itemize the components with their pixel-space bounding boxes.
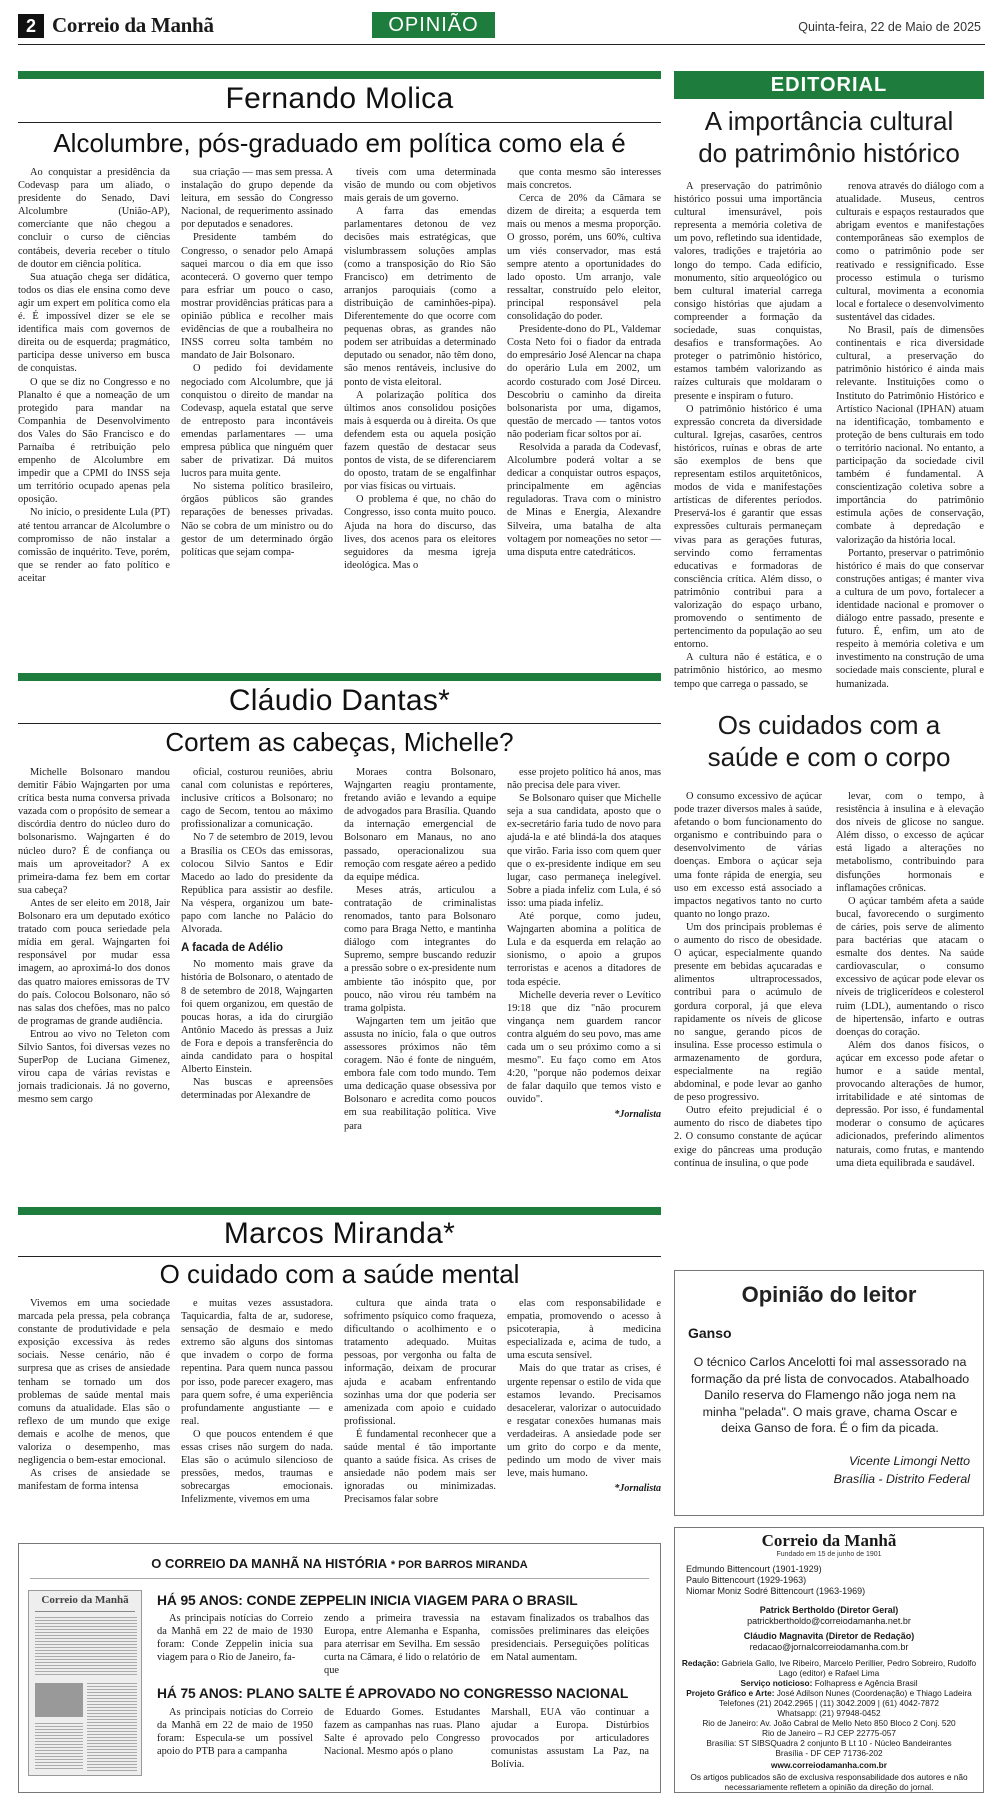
dantas-headline: Cortem as cabeças, Michelle? (165, 727, 514, 757)
expediente-lines: Redação: Gabriela Gallo, Ive Ribeiro, Marcelo Perillier, Pedro Sobreiro, Rudolfo Lago (editor) e Rafael Lima Serviço noticioso: Folhapress e Agência Brasil Projeto Gráfico e Arte: José Adilson Nunes (Coordenação) e Thiago Ladeira Telefones (21) 2042.2965 | (11) 3042.2009 | (61) 4042-7872 Whatsapp: (21) 97948-0452 Rio de Janeiro: Av. João Cabral de Mello Neto 850 Bloco 2 Conj. 520 Rio de Janeiro – RJ CEP 22775-057 Brasília: ST SIBSQuadra 2 conjunto B Lt 10 - Núcleo Bandeirantes Brasília - DF CEP 71736-202 www.correiodamanha.com.br Os artigos publicados são de exclusiva responsabilidade dos autores e não necessariamente refletem a opinião da direção do jornal. (681, 1658, 977, 1792)
miranda-col-4: elas com responsabilidade e empatia, promovendo o acesso à psicoterapia, à medicina especializada e, acima de tudo, a uma escuta sensível. Mais do que tratar as crises, é urgente repensar o estilo de vida que estamos levando. Precisamos desacelerar, valorizar o autocuidado e resgatar conexões humanas mais verdadeiras. A ansiedade pode ser um grito do corpo e da mente, pedindo um modo de viver mais leve, mais humano. *Jornalista (507, 1298, 661, 1495)
miranda-col-2: e muitas vezes assustadora. Taquicardia, falta de ar, sudorese, sensação de desmaio e medo extremo são alguns dos sintomas que invadem o corpo de forma repentina. Para quem nunca passou por isso, pode parecer exagero, mas para quem sofre, é uma experiência profundamente angustiante — e real. O que poucos entendem é que essas crises não surgem do nada. Elas são o acúmulo silencioso de pressões, medos, traumas e sobrecargas emocionais. Infelizmente, vivemos em uma (181, 1298, 333, 1506)
dantas-col-1: Michelle Bolsonaro mandou demitir Fábio Wajngarten por uma crítica besta numa conversa privada vazada com o propósito de semear a discórdia dentro do núcleo duro do bolsonarismo. Wajngarten é do núcleo duro? É de confiança ou mais um aproveitador? A ex primeira-dama fez bem em cortar sua cabeça? Antes de ser eleito em 2018, Jair Bolsonaro era um deputado exótico tratado com pouca seriedade pela mídia em geral. Wajngarten foi responsável por mudar essa imagem, ao aproximá-lo dos donos das quatro maiores emissoras de TV do país. Colocou Bolsonaro, não só nas salas dos chefões, mas no palco de programas de grande audiência. Entrou ao vivo no Teleton com Sílvio Santos, foi diversas vezes no SuperPop de Luciana Gimenez, virou capa de várias revistas e jornais tradicionais. Já no governo, mesmo sem cargo (18, 767, 170, 1106)
miranda-author: Marcos Miranda* (223, 1217, 456, 1250)
molica-author: Fernando Molica (225, 82, 454, 115)
historia-rule (30, 1578, 649, 1579)
miranda-signature: *Jornalista (614, 1483, 661, 1495)
cuidados-headline-line1: Os cuidados com a (717, 710, 941, 740)
historia-item2-col-1: As principais notícias do Correio da Manhã em 22 de maio de 1950 foram: Especula-se um possível apoio do PTB para a campanha (157, 1707, 313, 1758)
editorial-headline-line1: A importância cultural (704, 106, 954, 136)
cuidados-col-1: O consumo excessivo de açúcar pode trazer diversos males à saúde, afetando o bom funcionamento do organismo e contribuindo para o desenvolvimento de várias doenças. Embora o açúcar seja uma fonte rápida de energia, seu uso em excesso está associado a impactos negativos tanto no curto quanto no longo prazo. Um dos principais problemas é o aumento do risco de obesidade. O açúcar, especialmente quando presente em bebidas açucaradas e alimentos ultraprocessados, contribui para o acúmulo de gordura corporal, já que eleva rapidamente os níveis de glicose no sangue, gerando picos de insulina. Esse processo estimula o armazenamento de gordura, especialmente na região abdominal, e pode levar ao ganho de peso progressivo. Outro efeito prejudicial é o aumento do risco de diabetes tipo 2. O consumo constante de açúcar exige do pâncreas uma produção contínua de insulina, o que pode (674, 791, 822, 1169)
dantas-col-4: esse projeto político há anos, mas não precisa dele para viver. Se Bolsonaro quiser que Michelle seja a sua candidata, aposto que o ex-secretário faria tudo de novo para ajudá-la e até blindá-la dos ataques que virão. Faria isso com quem quer que o ex-presidente indique em seu lugar, caso permaneça inelegível. Sobre a piada infeliz com Lula, é só isso: uma piada infeliz. Até porque, como judeu, Wajngarten abomina a política de Lula e da esquerda em relação ao sionismo, o apoio a grupos terroristas e acenos a ditadores de toda espécie. Michelle deveria rever o Levítico 19:18 que diz "não procurem vingança nem guardem rancor contra alguém do seu povo, mas ame cada um o seu próximo como a si mesmo". Eu faço como em Atos 4:20, "porque não podemos deixar de falar daquilo que temos visto e ouvido". *Jornalista (507, 767, 661, 1121)
miranda-rule (18, 1256, 661, 1257)
dantas-col-3: Moraes contra Bolsonaro, Wajngarten reagiu prontamente, fretando avião e levando a equipe de advogados para Brasília. Quando da internação emergencial de Bolsonaro em Manaus, no ano passado, operacionalizou sua remoção com resgate aéreo a pedido da equipe médica. Meses atrás, articulou a contratação de criminalistas renomados, tanto para Bolsonaro como para Braga Netto, e mantinha diálogo com integrantes do Supremo, sempre buscando reduzir a pressão sobre o ex-presidente num ambiente tão inóspito que, por pouco, não virou réu também na trama golpista. Wajngarten tem um jeitão que assusta no início, fala o que outros assessores próximos não têm coragem. Não é fonte de ninguém, embora fale com todo mundo. Tem uma dedicação quase obsessiva por Bolsonaro e acredita como poucos em sua reabilitação política. Vive para (344, 767, 496, 1132)
molica-rule (18, 122, 661, 123)
header-rule (18, 44, 985, 45)
historia-item2-title: HÁ 75 ANOS: PLANO SALTE É APROVADO NO CONGRESSO NACIONAL (157, 1686, 629, 1701)
paper-name: Correio da Manhã (52, 13, 214, 37)
expediente-name: Correio da Manhã (761, 1531, 897, 1550)
editorial-label: EDITORIAL (674, 71, 984, 99)
editorial-col-1: A preservação do patrimônio histórico possui uma importância cultural imensurável, pois representa a memória coletiva de um povo, refletindo sua identidade, valores, tradições e trajetória ao longo do tempo. Cada edifício, monumento, sítio arqueológico ou bem cultural imaterial carrega consigo histórias que ajudam a compreender a formação da sociedade, suas conquistas, desafios e transformações. Ao proteger o patrimônio histórico, estamos também valorizando as raízes culturais que moldaram o presente e inspiram o futuro. O patrimônio histórico é uma expressão concreta da diversidade cultural. Igrejas, casarões, centros históricos, ruínas e obras de arte são exemplos de bens que representam estilos arquitetônicos, modos de vida e manifestações artísticas de diferentes períodos. Preservá-los é garantir que essas expressões culturais permaneçam vivas para as gerações futuras, servindo como ferramentas educativas e formadoras de consciência crítica. Além disso, o patrimônio contribui para a valorização do espaço urbano, promovendo o sentimento de pertencimento da população ao seu entorno. A cultura não é estática, e o patrimônio histórico, ao mesmo tempo que carrega o passado, se (674, 181, 822, 690)
miranda-col-1: Vivemos em uma sociedade marcada pela pressa, pela cobrança constante de produtividade e pela exposição excessiva às redes sociais. Nesse cenário, não é surpresa que as crises de ansiedade tenham se tornado um dos problemas de saúde mental mais comuns da atualidade. Elas são o reflexo de um mundo que exige demais e acolhe de menos, que valoriza o desempenho, mas negligencia o bem-estar emocional. As crises de ansiedade se manifestam de forma intensa (18, 1298, 170, 1493)
dantas-rule (18, 723, 661, 724)
historia-thumbnail: Correio da Manhã (28, 1590, 142, 1776)
molica-col-4: que conta mesmo são interesses mais concretos. Cerca de 20% da Câmara se dizem de direita; a esquerda tem mais ou menos a mesma proporção. O grosso, porém, uns 60%, cultiva um viés conservador, mas está sempre atento a oportunidades do lado oposto. Um arranjo, vale ressaltar, construído pelo eleitor, principal responsável pela consolidação do poder. Presidente-dono do PL, Valdemar Costa Neto foi o fiador da entrada do empresário José Alencar na chapa do operário Lula em 2002, um acordo costurado com José Dirceu. Descobriu o caminho da direita bolsonarista por uma, digamos, questão de mercado — tantos votos não poderiam ficar soltos por aí. Resolvida a parada da Codevasf, Alcolumbre poderá voltar a se dedicar a conquistar outros espaços, principalmente em agências reguladoras. Trava com o ministro de Minas e Energia, Alexandre Silveira, uma batalha de alta voltagem por nomeações no setor — uma disputa entre catedráticos. (507, 167, 661, 558)
expediente-director: Patrick Bertholdo (Diretor Geral) patrickbertholdo@correiodamanha.net.br Cláudio Magnavita (Diretor de Redação) redacao@jornalcorreiodamanha.com.br (743, 1605, 915, 1652)
historia-item2-col-3: Marshall, EUA vão continuar a ajudar a Europa. Distúrbios provocados por articuladores comunistas assustam La Paz, na Bolívia. (491, 1707, 649, 1771)
miranda-headline: O cuidado com a saúde mental (159, 1259, 520, 1289)
dantas-author: Cláudio Dantas* (228, 684, 451, 717)
leitor-letter-title: Ganso (688, 1325, 732, 1341)
molica-col-2: sua criação — mas sem pressa. A instalação do grupo depende da leitura, em sessão do Congresso Nacional, de requerimento assinado por deputados e senadores. Presidente também do Congresso, o senador pelo Amapá saquei marcou o dia em que isso acontecerá. O governo quer tempo para esfriar um pouco o caso, mostrar providências práticas para a opinião pública e recolher mais evidências de que a roubalheira no INSS correu solta também no mandato de Jair Bolsonaro. O pedido foi devidamente negociado com Alcolumbre, que já conquistou o direito de mandar na Codevasp, aquela estatal que serve de entreposto para incontáveis emendas parlamentares — uma empresa pública que ninguém quer saber de privatizar. Dá muitos lucros para muita gente. No sistema político brasileiro, órgãos públicos são grandes reparações de benesses privadas. Não se cobra de um ministro ou do gestor de um determinado órgão políticas que sejam compa- (181, 167, 333, 558)
leitor-letter-city: Brasília - Distrito Federal (833, 1472, 970, 1486)
historia-title: O CORREIO DA MANHÃ NA HISTÓRIA (151, 1556, 388, 1571)
molica-top-rule (18, 71, 661, 79)
historia-item2-col-2: de Eduardo Gomes. Estudantes fazem as campanhas nas ruas. Plano Salte é aprovado pelo Congresso Nacional. Mesmo após o plano (324, 1707, 480, 1758)
historia-title-row (18, 1556, 661, 1571)
section-label: OPINIÃO (372, 12, 495, 38)
expediente-site[interactable]: www.correiodamanha.com.br (771, 1760, 887, 1770)
historia-item1-col-3: estavam finalizados os trabalhos das comissões preliminares das eleições presidenciais. Perseguições políticas em Natal aumentam. (491, 1613, 649, 1664)
miranda-col-3: cultura que ainda trata o sofrimento psíquico como fraqueza, dificultando o acolhimento e o tratamento adequado. Muitas pessoas, por vergonha ou falta de informação, deixam de procurar ajuda e acabam enfrentando sozinhas uma dor que poderia ser amenizada com apoio e cuidado profissional. É fundamental reconhecer que a saúde mental é tão importante quanto a saúde física. As crises de ansiedade não podem mais ser ignoradas ou minimizadas. Precisamos falar sobre (344, 1298, 496, 1506)
historia-item1-title: HÁ 95 ANOS: CONDE ZEPPELIN INICIA VIAGEM PARA O BRASIL (157, 1593, 578, 1608)
historia-item1-col-2: zendo a primeira travessia na Europa, entre Alemanha e Espanha, para aterrisar em Sevilha. Em sessão curta na Câmara, é lido o relatório de que (324, 1613, 480, 1677)
molica-headline: Alcolumbre, pós-graduado em política como ela é (53, 128, 626, 158)
page-header (0, 0, 1003, 50)
historia-item1-col-1: As principais notícias do Correio da Manhã em 22 de maio de 1930 foram: Conde Zeppelin inicia sua viagem para o Rio de Janeiro, fa- (157, 1613, 313, 1664)
dantas-subhead: A facada de Adélio (181, 942, 284, 955)
cuidados-headline-line2: saúde e com o corpo (707, 742, 951, 772)
miranda-top-rule (18, 1207, 661, 1215)
dantas-signature: *Jornalista (614, 1109, 661, 1121)
expediente-founders: Edmundo Bittencourt (1901-1929) Paulo Bittencourt (1929-1963) Niomar Moniz Sodré Bittencourt (1963-1969) (686, 1564, 866, 1596)
cuidados-col-2: levar, com o tempo, à resistência à insulina e à elevação dos níveis de glicose no sangue. Além disso, o excesso de açúcar está ligado a alterações no metabolismo, contribuindo para disfunções hormonais e inflamações crônicas. O açúcar também afeta a saúde bucal, favorecendo o surgimento de cáries, pois serve de alimento para bactérias que atacam o esmalte dos dentes. Na saúde cardiovascular, o consumo excessivo de açúcar pode elevar os níveis de triglicerídeos e colesterol ruim (LDL), aumentando o risco de hipertensão, infarto e outras doenças do coração. Além dos danos físicos, o açúcar em excesso pode afetar o humor e a saúde mental, provocando alterações de humor, irritabilidade e até sintomas de depressão. Por isso, é fundamental moderar o consumo de açúcares adicionados, preferindo alimentos naturais, como frutas, e mantendo uma dieta equilibrada e saudável. (836, 791, 984, 1169)
leitor-letter-author: Vicente Limongi Netto (849, 1454, 970, 1468)
dantas-top-rule (18, 673, 661, 681)
molica-col-3: tíveis com uma determinada visão de mundo ou com objetivos mais gerais de um governo. A farra das emendas parlamentares detonou de vez decisões mais estratégicas, que vislumbrassem soluções amplas (como a transposição do Rio São Francisco) em detrimento de arranjos paroquiais (como a distribuição de caminhões-pipa). Diferentemente do que ocorre com pequenas obras, as grandes não podem ser atribuídas a determinado deputado ou senador, não têm dono, são menos rentáveis, inclusive do ponto de vista eleitoral. A polarização política dos últimos anos consolidou posições mais à esquerda ou à direita. Os que defendem esta ou aquela posição fazem questão de destacar seus pontos de vista, de se diferenciarem do oposto, tratam de se engalfinhar por vias físicas ou virtuais. O problema é que, no chão do Congresso, isso conta muito pouco. Ajuda na hora do discurso, das lives, dos acenos para os eleitores seguidores da mesma igreja ideológica. Mas o (344, 167, 496, 571)
dantas-col-2: oficial, costurou reuniões, abriu canal com colunistas e repórteres, inclusive críticos a Bolsonaro; no cago de Secom, tentou ao máximo profissionalizar a comunicação. No 7 de setembro de 2019, levou a Brasília os CEOs das emissoras, colocou Silvio Santos e Edir Macedo ao lado do presidente da República para assistir ao desfile. Na véspera, organizou um bate-papo com lanche no Palácio do Alvorada. A facada de Adélio No momento mais grave da história de Bolsonaro, o atentado de 8 de setembro de 2018, Wajngarten foi quem organizou, em questão de poucas horas, a ida do cirurgião Antônio Macedo às pressas a Juiz de Fora e depois a transferência do ainda candidato para o hospital Alberto Einstein. Nas buscas e apreensões determinadas por Alexandre de (181, 767, 333, 1102)
molica-col-1: Ao conquistar a presidência da Codevasp para um aliado, o presidente do Senado, Davi Alcolumbre (União-AP), comerciante que não chegou a concluir o curso de ciências contábeis, deveria receber o título de doutor em ciência política. Sua atuação chega ser didática, todos os dias ele ensina como deve agir um expert em política como ela é. É impossível dizer se ele se identifica mais com governos de direita ou de esquerda; pragmático, participa desse universo em busca de conquistas. O que se diz no Congresso e no Planalto é que a nomeação de um protegido para mandar na Companhia de Desenvolvimento dos Vales do São Francisco e do Parnaíba é retribuição pelo empenho de Alcolumbre em impedir que a CPMI do INSS seja um território ocupado apenas pela oposição. No início, o presidente Lula (PT) até tentou arrancar de Alcolumbre o compromisso de não instalar a comissão de inquérito. Teve, porém, que se render ao fato político e aceitar (18, 167, 170, 584)
leitor-title: Opinião do leitor (741, 1282, 917, 1307)
editorial-headline-line2: do patrimônio histórico (698, 138, 960, 168)
editorial-col-2: renova através do diálogo com a atualidade. Museus, centros culturais e espaços restaurados que abrigam eventos e manifestações contemporâneas são exemplos de como o patrimônio pode ser reativado e ressignificado. Esse processo estimula o turismo cultural, movimenta a economia local e fortalece o desenvolvimento sustentável das cidades. No Brasil, país de dimensões continentais e rica diversidade cultural, a preservação do patrimônio histórico é ainda mais relevante. Instituições como o Instituto do Patrimônio Histórico e Artístico Nacional (IPHAN) atuam na identificação, tombamento e proteção de bens culturais em todo o território nacional. No entanto, a participação da sociedade civil também é fundamental. A conscientização coletiva sobre a importância do patrimônio estimula ações de conservação, combate à depredação e valorização da história local. Portanto, preservar o patrimônio histórico é mais do que conservar construções antigas; é manter viva a cultura de um povo, fortalecer a identidade nacional e promover o diálogo entre passado, presente e futuro. É, enfim, um ato de respeito à memória coletiva e um investimento na construção de uma sociedade mais consciente, plural e humanizada. (836, 181, 984, 690)
leitor-letter-text: O técnico Carlos Ancelotti foi mal assessorado na formação da pré lista de convocados. Atabalhoado Danilo reserva do Flamengo não joga nem na minha "pelada". O mais grave, chama Oscar e deixa Ganso de fora. É o fim da picada. (690, 1355, 970, 1435)
page-number: 2 (18, 14, 44, 38)
expediente-founded: Fundado em 15 de junho de 1901 (776, 1551, 882, 1558)
page-date: Quinta-feira, 22 de Maio de 2025 (798, 20, 981, 34)
historia-byline: * POR BARROS MIRANDA (390, 1559, 528, 1571)
